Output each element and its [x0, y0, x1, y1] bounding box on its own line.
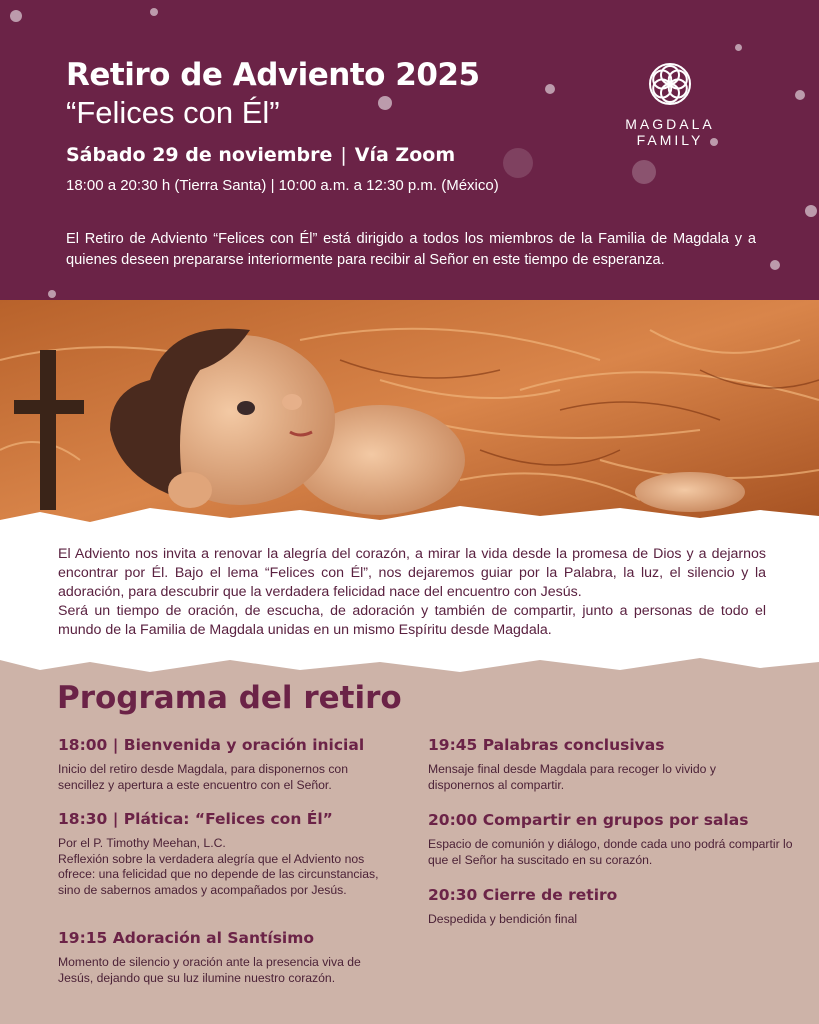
program-item-heading: 20:00 Compartir en grupos por salas — [428, 811, 749, 829]
page-title: Retiro de Adviento 2025 — [66, 57, 480, 93]
program-item — [58, 736, 378, 793]
program-item-desc: Mensaje final desde Magdala para recoger lo vivido y disponernos al compartir. — [428, 762, 716, 792]
snow-dot — [48, 290, 56, 298]
program-item — [58, 810, 388, 898]
date-separator: | — [340, 144, 347, 166]
snow-dot — [545, 84, 555, 94]
program-item-desc: Inicio del retiro desde Magdala, para disponernos con sencillez y apertura a este encuentro con el Señor. — [58, 762, 348, 792]
program-item-heading: 20:30 Cierre de retiro — [428, 886, 618, 904]
snow-dot — [735, 44, 742, 51]
program-item-heading: 18:30 | Plática: “Felices con Él” — [58, 810, 333, 828]
snow-dot — [10, 10, 22, 22]
snow-dot — [503, 148, 533, 178]
program-item-heading: 19:15 Adoración al Santísimo — [58, 929, 315, 947]
date-line — [66, 144, 455, 166]
program-item-desc: Por el P. Timothy Meehan, L.C. Reflexión sobre la verdadera alegría que el Adviento nos ofrece: una felicidad que no depende de las circunstancias, sino de sabernos amados y acompañados por Jesús. — [58, 836, 379, 897]
program-item-heading: 19:45 Palabras conclusivas — [428, 736, 665, 754]
snow-dot — [378, 96, 392, 110]
event-venue: Vía Zoom — [354, 144, 456, 166]
body-paragraph-2: Será un tiempo de oración, de escucha, de adoración y también de compartir, junto a personas de todo el mundo de la Familia de Magdala unidas en un mismo Espíritu desde Magdala. — [58, 603, 766, 638]
body-paragraph-1: El Adviento nos invita a renovar la alegría del corazón, a mirar la vida desde la promesa de Dios y a dejarnos encontrar por Él. Bajo el lema “Felices con Él”, nos dejaremos guiar por la Palabra, la luz, el silencio y la adoración, para descubrir que la verdadera felicidad nace del encuentro con Jesús. — [58, 546, 766, 600]
program-item — [428, 811, 798, 868]
snow-dot — [805, 205, 817, 217]
snow-dot — [150, 8, 158, 16]
event-times: 18:00 a 20:30 h (Tierra Santa) | 10:00 a.m. a 12:30 p.m. (México) — [66, 177, 499, 194]
body-text — [58, 545, 766, 640]
event-date: Sábado 29 de noviembre — [66, 144, 333, 166]
program-item — [428, 736, 748, 793]
magdala-logo — [602, 62, 738, 148]
logo-text-family: FAMILY — [636, 132, 704, 148]
flower-of-life-icon — [648, 62, 692, 106]
program-title: Programa del retiro — [57, 680, 402, 716]
snow-dot — [632, 160, 656, 184]
logo-text-magdala: MAGDALA — [625, 116, 715, 132]
program-item-desc: Espacio de comunión y diálogo, donde cada uno podrá compartir lo que el Señor ha suscitado en su corazón. — [428, 837, 793, 867]
program-item — [58, 929, 378, 986]
program-item — [428, 886, 748, 928]
program-item-desc: Despedida y bendición final — [428, 912, 578, 926]
program-item-desc: Momento de silencio y oración ante la presencia viva de Jesús, dejando que su luz ilumine nuestro corazón. — [58, 955, 361, 985]
snow-dot — [770, 260, 780, 270]
snow-dot — [795, 90, 805, 100]
program-item-heading: 18:00 | Bienvenida y oración inicial — [58, 736, 365, 754]
intro-text: El Retiro de Adviento “Felices con Él” está dirigido a todos los miembros de la Familia de Magdala y a quienes deseen prepararse interiormente para recibir al Señor en este tiempo de esperanza. — [66, 231, 756, 268]
page-subtitle: “Felices con Él” — [66, 95, 280, 130]
